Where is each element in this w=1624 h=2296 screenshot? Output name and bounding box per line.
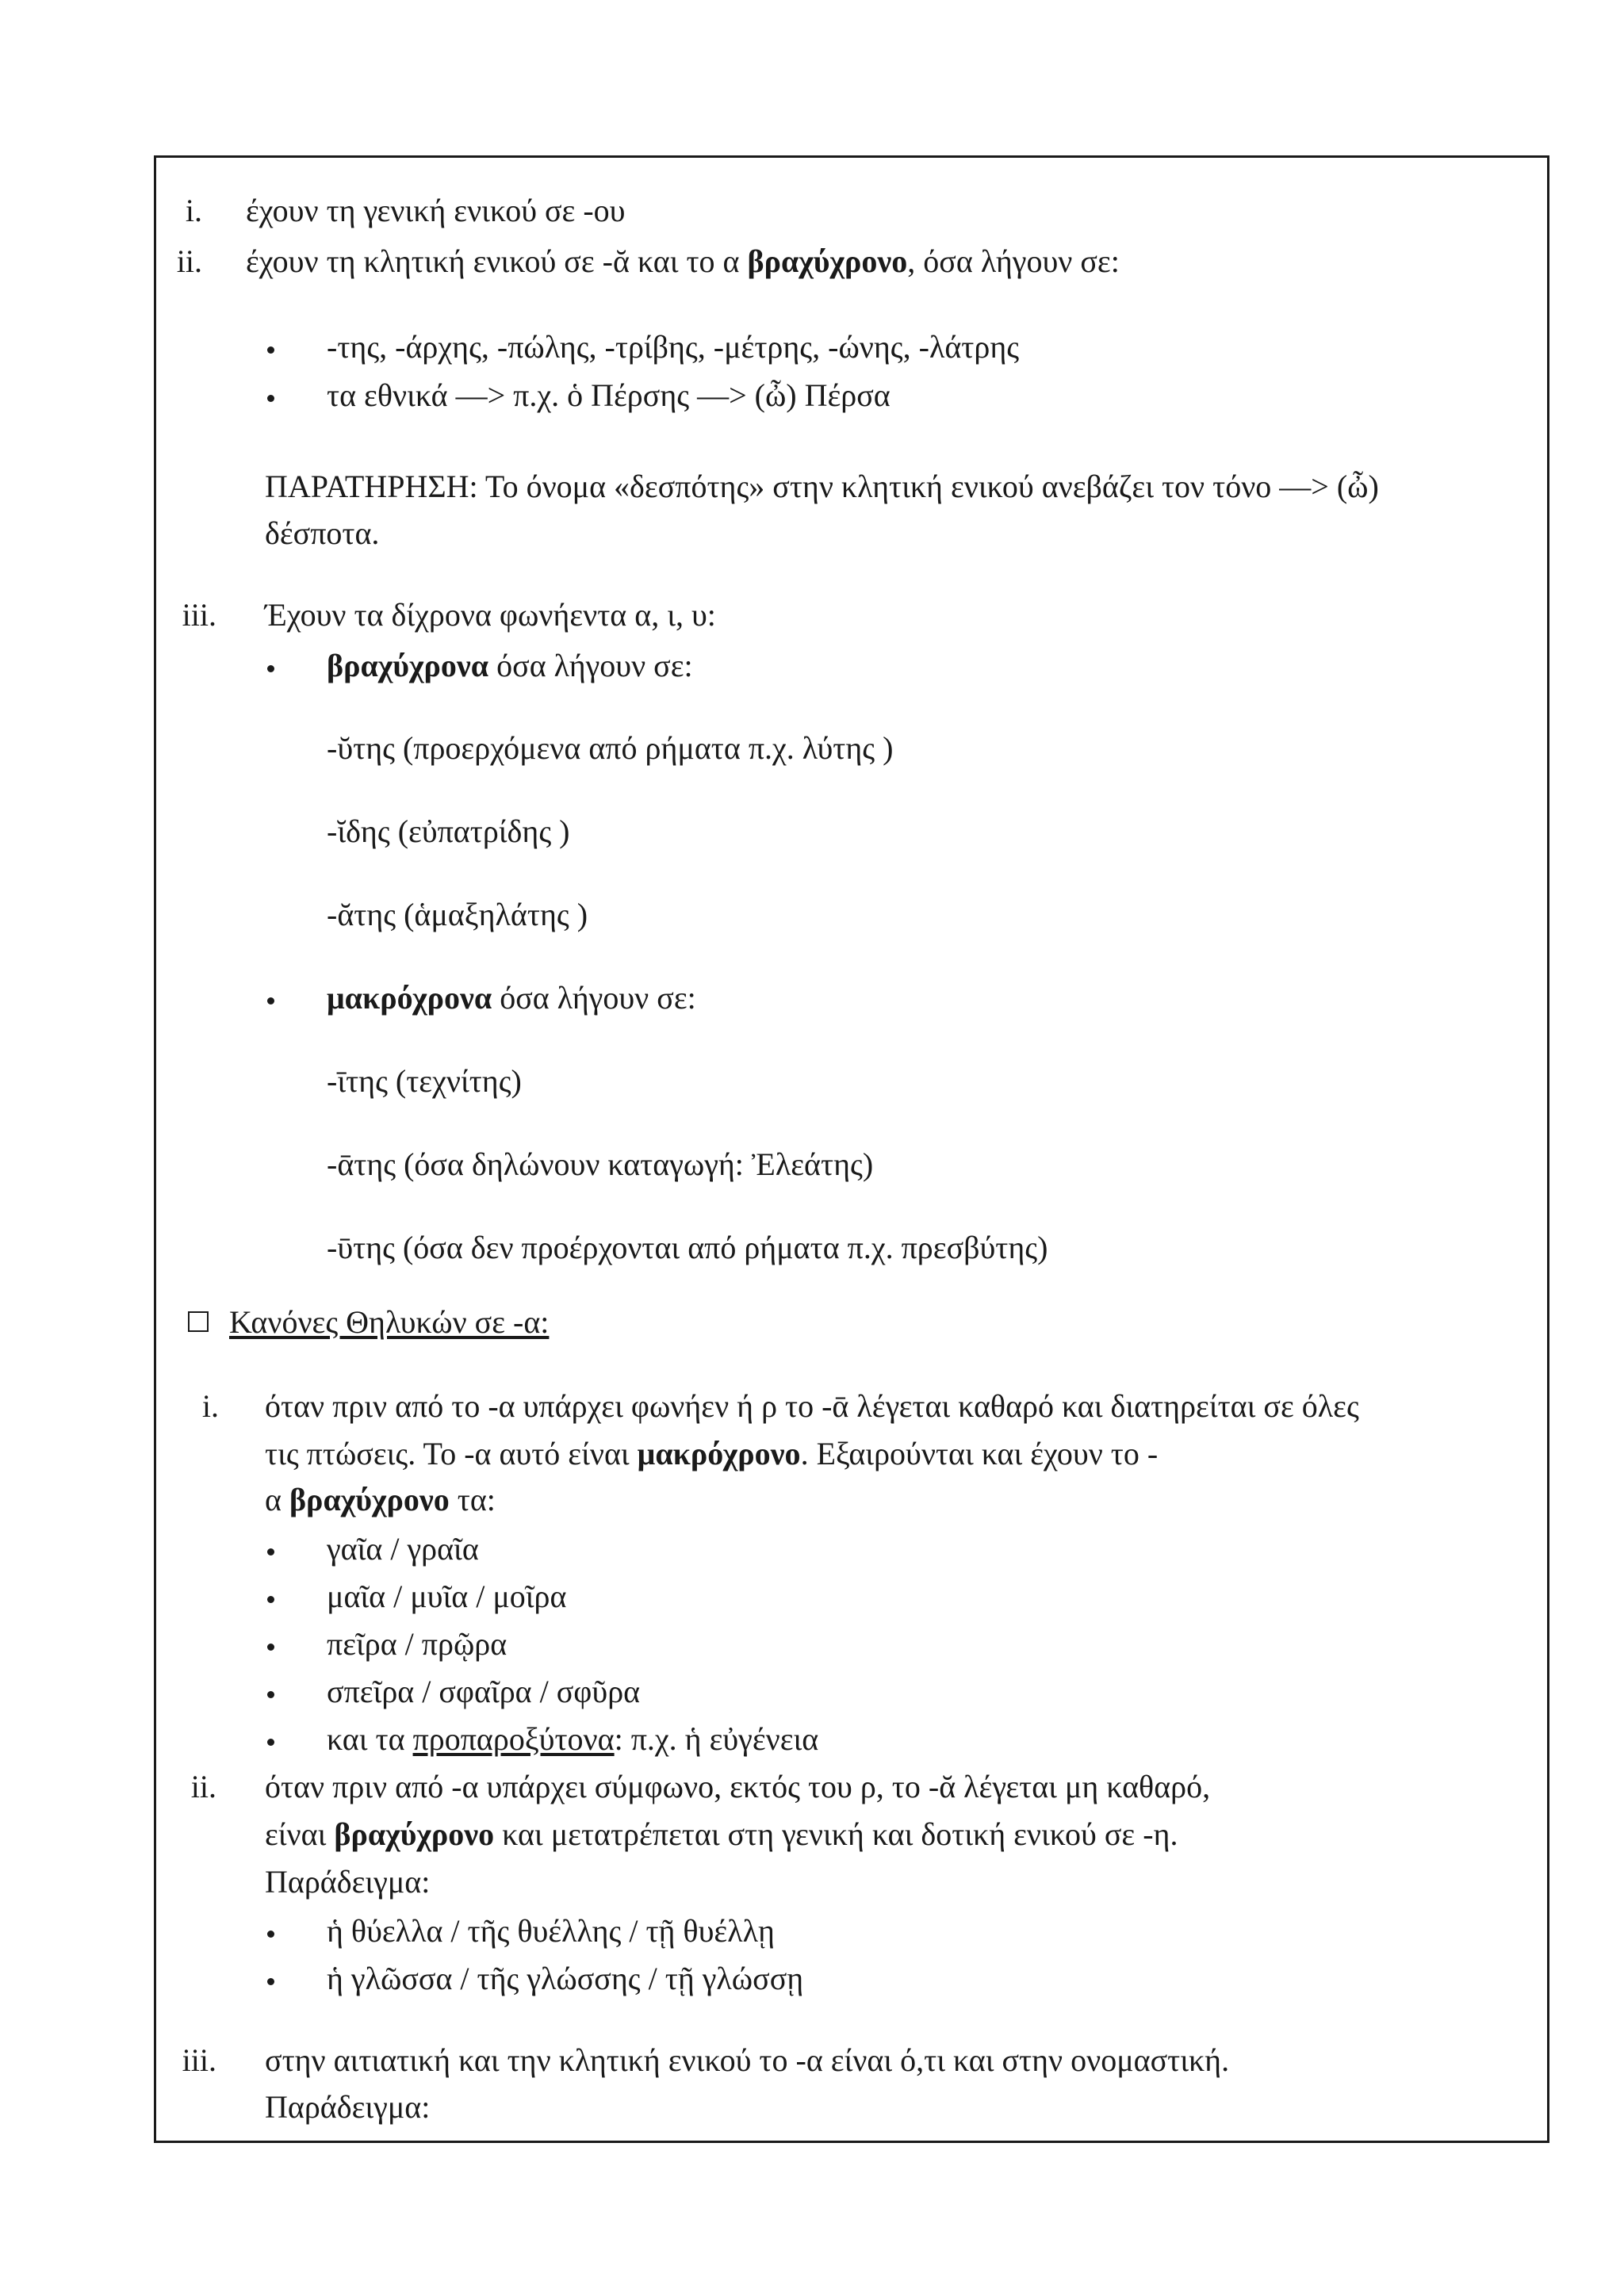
bullet-text: βραχύχρονα όσα λήγουν σε: <box>327 648 693 683</box>
bold-term: βραχύχρονο <box>334 1816 495 1852</box>
example-text: -ῡτης (όσα δεν προέρχονται από ρήματα π.χ. πρεσβύτης) <box>327 1230 1048 1265</box>
example-text: -ῠτης (προερχόμενα από ρήματα π.χ. λύτης ) <box>327 730 894 766</box>
bullet <box>267 395 274 402</box>
bullet-text: και τα προπαροξύτονα: π.χ. ἡ εὐγένεια <box>327 1721 819 1757</box>
list-number: iii. <box>182 2042 216 2078</box>
list-item-text: α βραχύχρονο τα: <box>265 1482 496 1517</box>
bold-term: μακρόχρονο <box>637 1436 801 1471</box>
bullet <box>267 997 274 1004</box>
bullet <box>267 1548 274 1556</box>
list-item-text: τις πτώσεις. Το -α αυτό είναι μακρόχρονο. Εξαιρούνται και έχουν το - <box>265 1436 1159 1471</box>
checkbox-square-icon <box>188 1311 209 1332</box>
bullet <box>267 1691 274 1698</box>
example-text: -ᾰτης (ἁμαξηλάτης ) <box>327 897 588 932</box>
bullet-text: γαῖα / γραῖα <box>327 1531 479 1567</box>
bullet <box>267 665 274 672</box>
bullet <box>267 1978 274 1985</box>
section-heading: Κανόνες Θηλυκών σε -α: <box>229 1304 550 1340</box>
bold-term: βραχύχρονα <box>327 648 489 683</box>
bullet-text: μαῖα / μυῖα / μοῖρα <box>327 1578 567 1614</box>
example-text: -ᾱτης (όσα δηλώνουν καταγωγή: Ἐλεάτης) <box>327 1146 874 1182</box>
bullet-text: μακρόχρονα όσα λήγουν σε: <box>327 980 696 1016</box>
example-text: -ῑτης (τεχνίτης) <box>327 1063 522 1099</box>
bullet-text: τα εθνικά —> π.χ. ὁ Πέρσης —> (ὦ) Πέρσα <box>327 377 891 413</box>
note-text: δέσποτα. <box>265 515 380 551</box>
bullet-text: ἡ γλῶσσα / τῆς γλώσσης / τῇ γλώσσῃ <box>327 1961 804 1996</box>
example-text: -ῐδης (εὐπατρίδης ) <box>327 813 570 849</box>
list-item-text: έχουν τη κλητική ενικού σε -ᾰ και το α βραχύχρονο, όσα λήγουν σε: <box>246 243 1120 279</box>
list-item-text: έχουν τη γενική ενικού σε -ου <box>246 193 626 228</box>
list-item-text: είναι βραχύχρονο και μετατρέπεται στη γενική και δοτική ενικού σε -η. <box>265 1816 1178 1852</box>
list-number: i. <box>185 193 202 228</box>
list-number: ii. <box>190 1769 216 1804</box>
bullet <box>267 1739 274 1746</box>
bullet <box>267 1596 274 1603</box>
list-item-text: στην αιτιατική και την κλητική ενικού το -α είναι ό,τι και στην ονομαστική. <box>265 2042 1230 2078</box>
bold-term: βραχύχρονο <box>289 1482 450 1517</box>
bullet-text: ἡ θύελλα / τῆς θυέλλης / τῇ θυέλλῃ <box>327 1913 775 1949</box>
bullet-text: σπεῖρα / σφαῖρα / σφῦρα <box>327 1674 641 1709</box>
note-text: ΠΑΡΑΤΗΡΗΣΗ: Το όνομα «δεσπότης» στην κλητική ενικού ανεβάζει τον τόνο —> (ὦ) <box>265 469 1379 504</box>
bullet <box>267 1931 274 1938</box>
list-item-text: Παράδειγμα: <box>265 2089 431 2125</box>
bold-term: μακρόχρονα <box>327 980 492 1016</box>
list-item-text: όταν πριν από το -α υπάρχει φωνήεν ή ρ το -ᾱ λέγεται καθαρό και διατηρείται σε όλες <box>265 1388 1359 1424</box>
bullet <box>267 1644 274 1651</box>
list-number: i. <box>201 1388 219 1424</box>
list-number: ii. <box>176 243 202 279</box>
bullet-text: -της, -άρχης, -πώλης, -τρίβης, -μέτρης, -ώνης, -λάτρης <box>327 329 1020 365</box>
bullet-text: πεῖρα / πρῷρα <box>327 1626 508 1662</box>
bold-term: βραχύχρονο <box>747 243 908 279</box>
list-item-text: Έχουν τα δίχρονα φωνήεντα α, ι, υ: <box>265 597 716 633</box>
list-number: iii. <box>182 597 216 633</box>
list-item-text: Παράδειγμα: <box>265 1864 431 1900</box>
bullet <box>267 346 274 354</box>
list-item-text: όταν πριν από -α υπάρχει σύμφωνο, εκτός του ρ, το -ᾰ λέγεται μη καθαρό, <box>265 1769 1211 1804</box>
